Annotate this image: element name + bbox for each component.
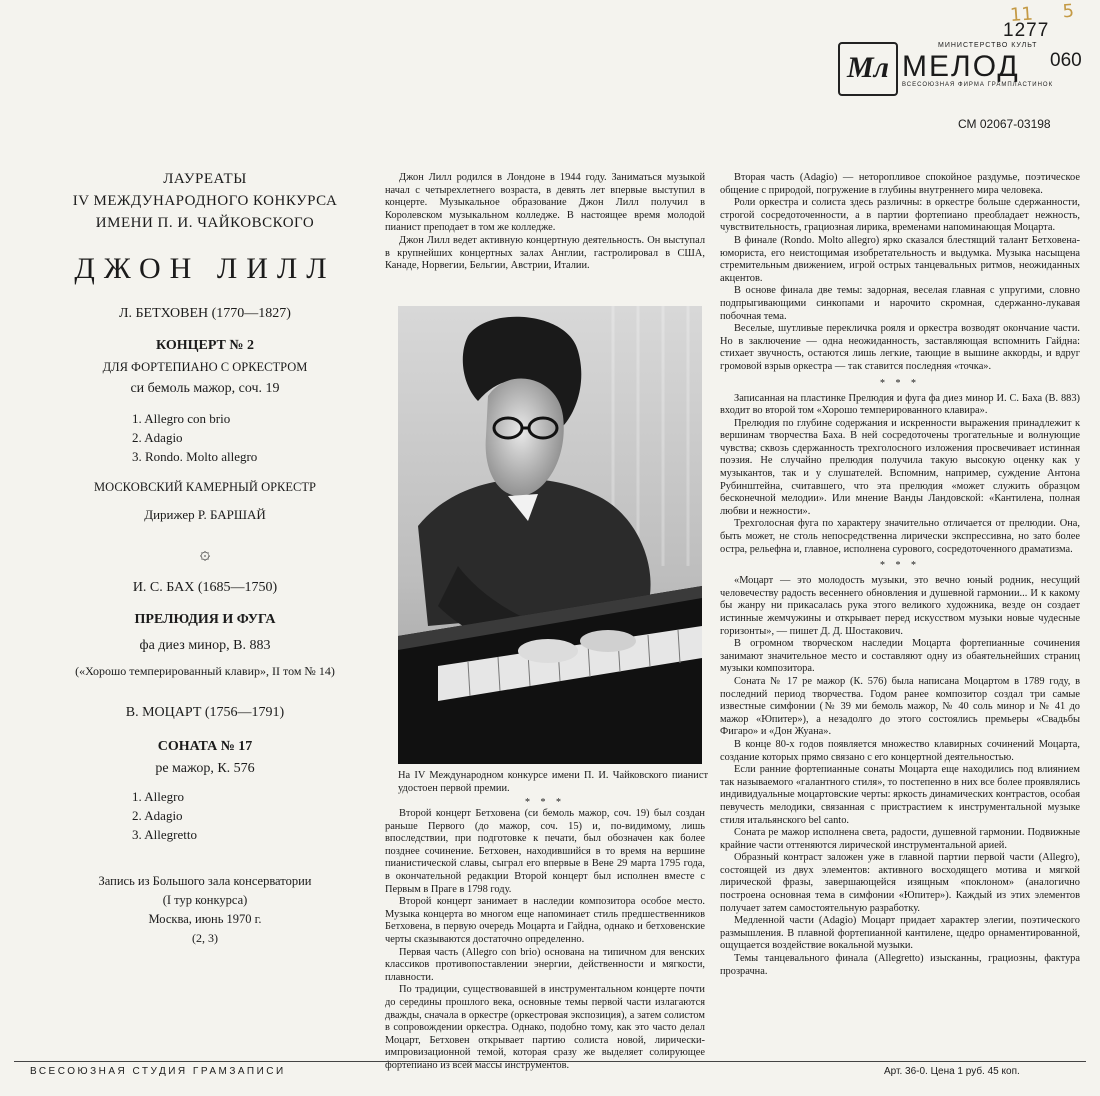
paragraph: Второй концерт занимает в наследии композитора особое место. Музыка концерта во многом еще напоминает стиль предшественников Бетховена, в первую очередь Моцарта и Гайдна, однако и бетховенские черты сказываются достаточно определенно.	[385, 896, 705, 945]
paragraph: Трехголосная фуга по характеру значительно отличается от прелюдии. Она, быть может, не столь непосредственна лирически экспрессивна, но зато более остра, рельефна и, главное, исполнена сурового, сосредоточенного драматизма.	[720, 518, 1080, 555]
studio-name: ВСЕСОЮЗНАЯ СТУДИЯ ГРАМЗАПИСИ	[30, 1066, 286, 1077]
paragraph: Темы танцевального финала (Allegretto) изысканны, грациозны, фактура прозрачна.	[720, 953, 1080, 977]
conductor-name: Дирижер Р. БАРШАЙ	[144, 507, 266, 522]
hand-mark-1: 11	[1009, 3, 1034, 27]
mozart-title: СОНАТА № 17	[157, 739, 253, 754]
paragraph: В конце 80-х годов появляется множество клавирных сочинений Моцарта, создание которых прямо связано с его концертной деятельностью.	[720, 738, 1080, 763]
notes-column	[720, 172, 1080, 978]
paragraph: Если ранние фортепианные сонаты Моцарта еще находились под влиянием так называемого «галантного стиля», то постепенно в них все более проявлялись индивидуальные моцартовские черты: яркость динамических контрастов, особая певучесть мелодики, связанная с пристрастием к инструментальной музыке стиля итальянского bel canto.	[720, 764, 1080, 826]
caption-text: На IV Международном конкурсе имени П. И. Чайковского пианист удостоен первой премии.	[398, 770, 708, 794]
mozart-composer: В. МОЦАРТ (1756—1791)	[125, 705, 285, 720]
logo-wordmark: МЕЛОД	[902, 50, 1020, 83]
recording-line: Москва, июнь 1970 г.	[148, 912, 262, 926]
paragraph: Образный контраст заложен уже в главной партии первой части (Allegro), состоящей из двух элементов: активного восходящего мотива и мягкой лирической фразы, завершающейся изящным «поклоном» (аналогично построена основная тема в симфонии «Юпитер»). Каждый из этих элементов получает затем самостоятельную разработку.	[720, 852, 1080, 914]
movement-item: 2. Adagio	[132, 808, 183, 823]
paragraph: Второй концерт Бетховена (си бемоль мажор, соч. 19) был создан раньше Первого (до мажор, соч. 15) и, по-видимому, лишь впоследствии, при подготовке к печати, был обозначен как более позднее сочинение. Бетховен, находившийся в то время на вершине пианистической славы, сыграл его впервые в Вене 29 марта 1795 года, в окончательной редакции Второй концерт был исполнен вместе с Первым в Праге в 1798 году.	[385, 808, 705, 895]
melodiya-emblem-icon	[838, 42, 898, 96]
beethoven-title: КОНЦЕРТ № 2	[156, 338, 254, 353]
hand-mark-2: 5	[1061, 0, 1075, 23]
artist-name: ДЖОН ЛИЛЛ	[74, 252, 336, 285]
beethoven-movements	[40, 409, 370, 466]
orchestra-name: МОСКОВСКИЙ КАМЕРНЫЙ ОРКЕСТР	[94, 480, 316, 494]
catalog-number: 1277	[1003, 20, 1050, 41]
movement-item: 3. Allegretto	[132, 827, 197, 842]
beethoven-sub1: ДЛЯ ФОРТЕПИАНО С ОРКЕСТРОМ	[102, 360, 308, 374]
section-divider: * * *	[880, 560, 920, 572]
paragraph: Роли оркестра и солиста здесь различны: в оркестре больше сдержанности, строгой сосредоточенности, а в партии фортепиано преобладает нежность, чувствительность, грациозная лирика, временами напоминающая Моцарта.	[720, 197, 1080, 234]
paragraph: Записанная на пластинке Прелюдия и фуга фа диез минор И. С. Баха (В. 883) входит во второй том «Хорошо темперированного клавира».	[720, 392, 1080, 417]
movement-item: 1. Allegro con brio	[132, 411, 231, 426]
record-code: СМ 02067-03198	[958, 117, 1051, 131]
footer-divider	[14, 1061, 1086, 1062]
bach-title: ПРЕЛЮДИЯ И ФУГА	[134, 612, 276, 627]
mozart-sub1: ре мажор, К. 576	[155, 761, 255, 776]
concerto-notes	[385, 797, 705, 1072]
paragraph: Медленной части (Adagio) Моцарт придает характер элегии, поэтического размышления. В плавной фортепианной кантилене, щедро орнаментированной, ощущается воздействие вокальной музыки.	[720, 915, 1080, 952]
paragraph: В огромном творческом наследии Моцарта фортепианные сочинения занимают значительное место и составляют одну из обаятельнейших страниц музыки композитора.	[720, 638, 1080, 675]
paragraph: Соната № 17 ре мажор (К. 576) была написана Моцартом в 1789 году, в последний период творчества. Годом ранее композитор создал три самые известные симфонии (№ 39 ми бемоль мажор, № 40 соль минор и № 41 до мажор «Юпитер»), а незадолго до этого состоялись премьеры «Свадьбы Фигаро» и «Дон Жуана».	[720, 675, 1080, 738]
laureate-line-3: ИМЕНИ П. И. ЧАЙКОВСКОГО	[95, 215, 315, 231]
program-column	[40, 168, 370, 948]
logo-company-text: ВСЕСОЮЗНАЯ ФИРМА ГРАМПЛАСТИНОК	[902, 82, 1054, 88]
recording-line: (I тур конкурса)	[162, 893, 248, 907]
mozart-movements	[40, 787, 370, 844]
price-info: Арт. 36-0. Цена 1 руб. 45 коп.	[884, 1066, 1020, 1077]
photo-caption	[398, 770, 708, 795]
ornament-icon: ۞	[199, 543, 211, 563]
paragraph: Джон Лилл ведет активную концертную деятельность. Он выступал в крупнейших концертных залах Англии, гастролировал в США, Канаде, Норвегии, Бельгии, Австрии, Италии.	[385, 234, 705, 272]
laureate-line-1: ЛАУРЕАТЫ	[163, 171, 247, 187]
bach-sub1: фа диез минор, В. 883	[139, 638, 271, 653]
emblem-letters: Мл	[846, 51, 890, 84]
paragraph: Веселые, шутливые перекличка рояля и оркестра возводят окончание части. Но в заключение — одна неожиданность, заставляющая вспомнить Гайдна: стихает звучность, остаются лишь легкие, тающие в вышине аккорды, и вдруг громовой взрыв оркестра — так ставится последняя «точка».	[720, 323, 1080, 372]
section-divider: * * *	[880, 377, 920, 389]
pianist-photo	[398, 306, 702, 764]
movement-item: 1. Allegro	[132, 789, 184, 804]
side-number: 060	[1050, 50, 1082, 71]
paragraph: В основе финала две темы: задорная, веселая главная с упругими, словно подпрыгивающими синкопами и нарочито скромная, сдержанно-лукавая побочная тема.	[720, 285, 1080, 322]
paragraph: Прелюдия по глубине содержания и искренности выражения принадлежит к вершинам творчества Баха. В ней сосредоточены трогательные и волнующие чувства; сквозь сдержанность трехголосного изложения просвечивает истинная поэзия. Не случайно прелюдия получила такую высокую оценку как у музыкантов, так и у слушателей. Вспомним, например, суждение Антона Рубинштейна, считавшего, что эта прелюдия «может служить образцом бесконечной мелодии». Или мнение Ванды Ландовской: «Кантилена, полная любви и нежности».	[720, 417, 1080, 517]
beethoven-composer: Л. БЕТХОВЕН (1770—1827)	[119, 306, 291, 321]
logo-ministry-text: МИНИСТЕРСТВО КУЛЬТ	[938, 42, 1038, 49]
recording-line: (2, 3)	[192, 931, 218, 945]
paragraph: Джон Лилл родился в Лондоне в 1944 году. Заниматься музыкой начал с четырехлетнего возраста, в девять лет впервые выступил в концерте. Музыкальное образование Джон Лилл получил в Королевском музыкальном колледже. В настоящее время молодой пианист преподает в том же колледже.	[385, 172, 705, 234]
paragraph: Соната ре мажор исполнена света, радости, душевной гармонии. Подвижные крайние части оттеняются лирической инструментальной арией.	[720, 827, 1080, 851]
paragraph: «Моцарт — это молодость музыки, это вечно юный родник, несущий человечеству радость весеннего обновления и душевной гармонии... И к какому бы жанру ни прикасалась рука этого великого художника, везде он создает истинные жемчужины и открывает перед искусством музыки новые чудесные горизонты», — пишет Д. Д. Шостакович.	[720, 575, 1080, 637]
recording-info	[40, 872, 370, 948]
paragraph: Вторая часть (Adagio) — неторопливое спокойное раздумье, поэтическое общение с природой, погружение в глубины внутреннего мира человека.	[720, 172, 1080, 196]
paragraph: В финале (Rondo. Molto allegro) ярко сказался блестящий талант Бетховена-юмориста, его неистощимая изобретательность и выдумка. Музыка насыщена стремительным движением, игрой острых танцевальных ритмов, неожиданных акцентов.	[720, 234, 1080, 284]
movement-item: 2. Adagio	[132, 430, 183, 445]
bach-composer: И. С. БАХ (1685—1750)	[132, 580, 278, 595]
biography-text	[385, 172, 705, 273]
section-divider: * * *	[525, 797, 565, 808]
pianist-photo-image	[398, 306, 702, 764]
paragraph: По традиции, существовавшей в инструментальном концерте почти до середины прошлого века, основные темы первой части излагаются дважды, сначала в оркестре (оркестровая экспозиция), а затем солистом в сопровождении оркестра. Однако, подобно тому, как это часто делал Моцарт, Бетховен открывает партию солиста новой, лирически-импровизационной темой, которая сразу же выделяет солирующее фортепиано из всей массы инструментов.	[385, 984, 705, 1071]
paragraph: Первая часть (Allegro con brio) основана на типичном для венских классиков противопоставлении энергии, действенности и мягкости, плавности.	[385, 946, 705, 983]
movement-item: 3. Rondo. Molto allegro	[132, 449, 258, 464]
laureate-line-2: IV МЕЖДУНАРОДНОГО КОНКУРСА	[72, 193, 338, 209]
recording-line: Запись из Большого зала консерватории	[98, 874, 312, 888]
beethoven-sub2: си бемоль мажор, соч. 19	[130, 381, 280, 396]
bach-sub2: («Хорошо темперированный клавир», II том № 14)	[75, 664, 335, 678]
